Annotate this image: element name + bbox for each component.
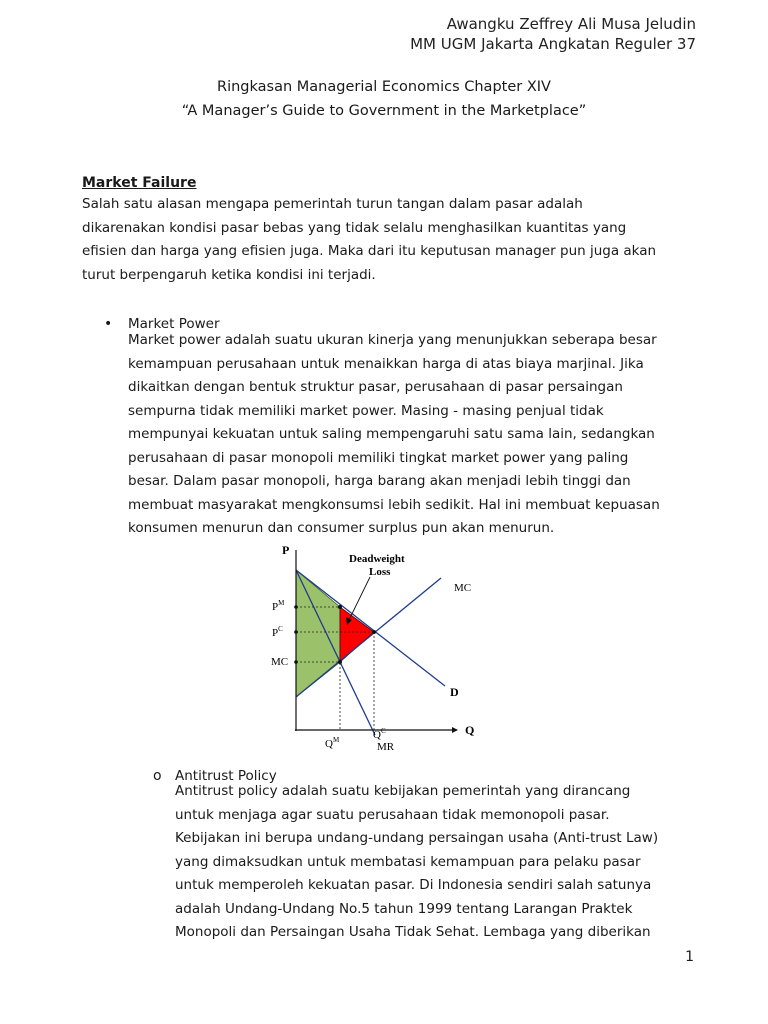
bullet-icon: •: [104, 316, 113, 332]
text-line: dikaitkan dengan bentuk struktur pasar, perusahaan di pasar persaingan: [128, 379, 623, 395]
sub-bullet-icon: o: [153, 768, 162, 784]
paragraph-market-power: [128, 329, 660, 541]
text-line: konsumen menurun dan consumer surplus pun akan menurun.: [128, 520, 555, 536]
mc-tick-dot: [294, 660, 298, 664]
text-line: kemampuan perusahaan untuk menaikkan harga di atas biaya marjinal. Jika: [128, 355, 644, 372]
text-line: sempurna tidak memiliki market power. Masing - masing penjual tidak: [128, 402, 604, 419]
text-line: Monopoli dan Persaingan Usaha Tidak Sehat. Lembaga yang diberikan: [175, 924, 651, 940]
text-line: perusahaan di pasar monopoli memiliki tingkat market power yang paling: [128, 449, 629, 466]
competitive-point-dot: [372, 630, 376, 634]
label-demand: D: [450, 685, 459, 699]
text-line: yang dimaksudkan untuk membatasi kemampuan para pelaku pasar: [175, 853, 641, 870]
text-line: Market power adalah suatu ukuran kinerja yang menunjukkan seberapa besar: [128, 332, 657, 348]
text-line: membuat masyarakat mengkonsumsi lebih sedikit. Hal ini membuat kepuasan: [128, 496, 660, 513]
text-line: untuk menjaga agar suatu perusahaan tidak memonopoli pasar.: [175, 806, 610, 823]
pm-tick-dot: [294, 605, 298, 609]
label-deadweight: Deadweight: [349, 553, 405, 565]
paragraph-antitrust-policy: [175, 780, 658, 945]
deadweight-loss-pointer: [348, 577, 370, 622]
monopoly-point-dot: [338, 605, 342, 609]
axis-label-p: P: [282, 543, 290, 557]
text-line: untuk memperoleh kekuatan pasar. Di Indonesia sendiri salah satunya: [175, 877, 652, 893]
text-line: efisien dan harga yang efisien juga. Maka dari itu keputusan manager pun juga akan: [82, 243, 657, 259]
paragraph-market-failure: [82, 193, 656, 287]
label-mr: MR: [377, 741, 395, 753]
header-program: MM UGM Jakarta Angkatan Reguler 37: [410, 35, 696, 53]
label-mc-axis: MC: [271, 656, 289, 668]
axis-label-q: Q: [465, 723, 475, 737]
document-subtitle: “A Manager’s Guide to Government in the Marketplace”: [181, 103, 587, 119]
text-line: mempunyai kekuatan untuk saling mempengaruhi satu sama lain, sedangkan: [128, 426, 655, 442]
document-title: Ringkasan Managerial Economics Chapter XIV: [217, 79, 551, 95]
list-item-title-market-power: Market Power: [128, 316, 220, 332]
text-line: Salah satu alasan mengapa pemerintah turun tangan dalam pasar adalah: [82, 196, 583, 212]
monopoly-deadweight-loss-diagram: [265, 540, 485, 755]
text-line: adalah Undang-Undang No.5 tahun 1999 tentang Larangan Praktek: [175, 900, 633, 917]
label-loss: Loss: [369, 566, 391, 578]
mc-point-dot: [338, 660, 342, 664]
page-number: 1: [685, 949, 694, 965]
header-author: Awangku Zeffrey Ali Musa Jeludin: [446, 15, 696, 33]
consumer-surplus-area: [296, 570, 340, 697]
label-qc: $Q^C$: [373, 727, 386, 741]
label-qm: $Q^M$: [325, 736, 340, 750]
text-line: Kebijakan ini berupa undang-undang persaingan usaha (Anti-trust Law): [175, 830, 659, 846]
label-pc: $P^C$: [272, 625, 283, 639]
quantity-axis-arrow-icon: [452, 727, 458, 733]
label-pm: $P^M$: [272, 599, 285, 613]
deadweight-loss-triangle: [340, 607, 374, 662]
label-mc-curve: MC: [454, 582, 472, 594]
text-line: Antitrust policy adalah suatu kebijakan pemerintah yang dirancang: [175, 783, 631, 799]
text-line: dikarenakan kondisi pasar bebas yang tidak selalu menghasilkan kuantitas yang: [82, 219, 627, 236]
section-heading-market-failure: Market Failure: [82, 175, 197, 191]
text-line: besar. Dalam pasar monopoli, harga barang akan menjadi lebih tinggi dan: [128, 473, 631, 489]
pc-tick-dot: [294, 630, 298, 634]
list-item-title-antitrust-policy: Antitrust Policy: [175, 768, 277, 784]
text-line: turut berpengaruh ketika kondisi ini terjadi.: [82, 266, 376, 283]
